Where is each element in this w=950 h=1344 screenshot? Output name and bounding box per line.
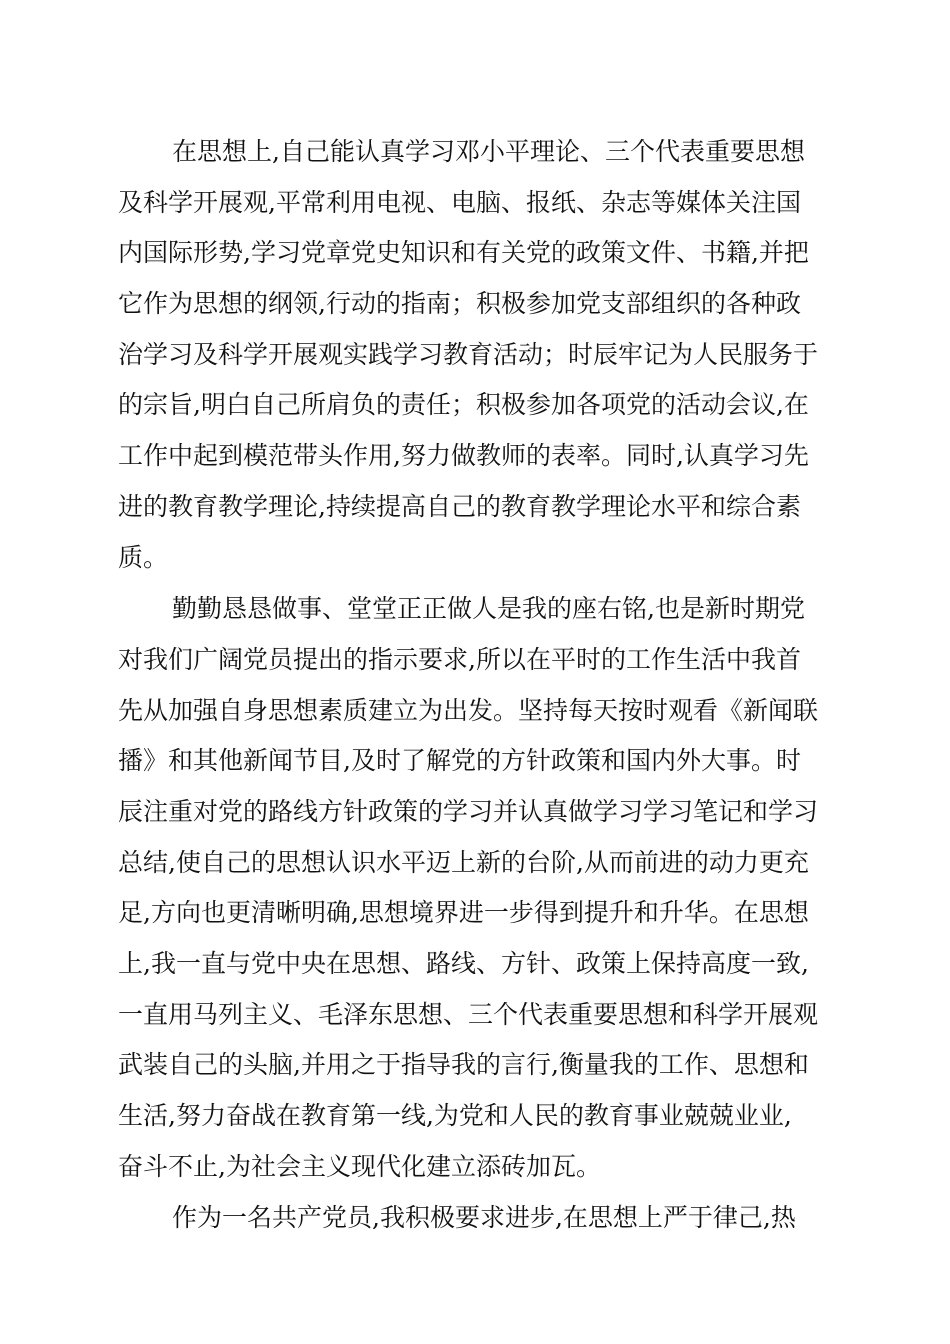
text-line: 播》和其他新闻节目,及时了解党的方针政策和国内外大事。时 xyxy=(118,746,801,776)
text-line: 进的教育教学理论,持续提高自己的教育教学理论水平和综合素 xyxy=(118,491,801,521)
text-line: 奋斗不止,为社会主义现代化建立添砖加瓦。 xyxy=(118,1151,601,1181)
text-line: 武装自己的头脑,并用之于指导我的言行,衡量我的工作、思想和 xyxy=(118,1050,809,1080)
text-line: 足,方向也更清晰明确,思想境界进一步得到提升和升华。在思想 xyxy=(118,898,809,928)
text-line: 及科学开展观,平常利用电视、电脑、报纸、杂志等媒体关注国 xyxy=(118,187,801,217)
text-line: 上,我一直与党中央在思想、路线、方针、政策上保持高度一致, xyxy=(118,949,809,978)
text-line: 一直用马列主义、毛泽东思想、三个代表重要思想和科学开展观 xyxy=(118,999,819,1029)
text-line: 总结,使自己的思想认识水平迈上新的台阶,从而前进的动力更充 xyxy=(118,847,809,877)
text-line: 先从加强自身思想素质建立为出发。坚持每天按时观看《新闻联 xyxy=(118,695,819,725)
text-line: 在思想上,自己能认真学习邓小平理论、三个代表重要思想 xyxy=(172,137,805,166)
text-line: 辰注重对党的路线方针政策的学习并认真做学习学习笔记和学习 xyxy=(118,796,819,826)
text-line: 质。 xyxy=(118,542,169,572)
text-line: 对我们广阔党员提出的指示要求,所以在平时的工作生活中我首 xyxy=(118,644,801,674)
paragraph-3 xyxy=(118,1193,834,1244)
text-line: 工作中起到模范带头作用,努力做教师的表率。同时,认真学习先 xyxy=(118,441,809,471)
text-line: 的宗旨,明白自己所肩负的责任；积极参加各项党的活动会议,在 xyxy=(118,390,809,420)
text-line: 生活,努力奋战在教育第一线,为党和人民的教育事业兢兢业业, xyxy=(118,1101,792,1131)
text-line: 治学习及科学开展观实践学习教育活动；时辰牢记为人民服务于 xyxy=(118,339,819,369)
paragraph-1 xyxy=(118,127,834,583)
document-body xyxy=(118,127,834,1244)
paragraph-2 xyxy=(118,584,834,1192)
text-line: 作为一名共产党员,我积极要求进步,在思想上严于律己,热 xyxy=(172,1203,796,1233)
text-line: 它作为思想的纲领,行动的指南；积极参加党支部组织的各种政 xyxy=(118,289,801,319)
text-line: 内国际形势,学习党章党史知识和有关党的政策文件、书籍,并把 xyxy=(118,238,809,268)
text-line: 勤勤恳恳做事、堂堂正正做人是我的座右铭,也是新时期党 xyxy=(172,594,805,624)
